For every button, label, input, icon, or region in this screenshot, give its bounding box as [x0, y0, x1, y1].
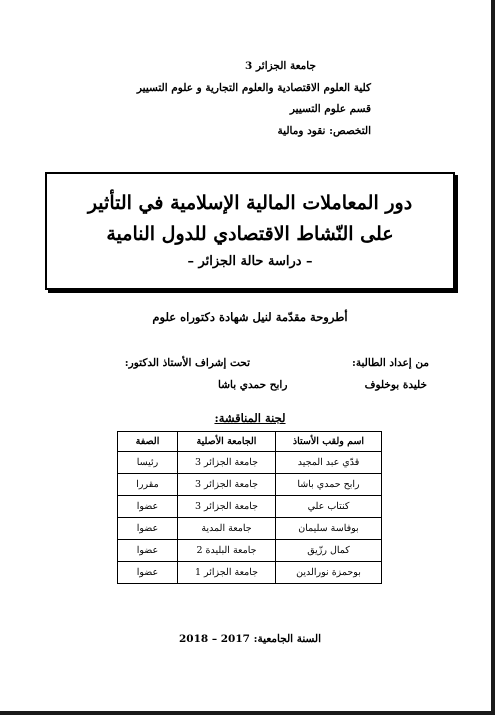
faculty-name: كلية العلوم الاقتصادية والعلوم التجارية و علوم التسيير [136, 81, 371, 94]
table-row [118, 562, 382, 584]
header-role: الصفة [118, 432, 178, 452]
member-university: جامعة المدية [177, 518, 275, 540]
student-name: خليدة بوخلوف [364, 379, 427, 391]
jury-table [117, 431, 382, 584]
university-name: جامعة الجزائر 3 [245, 60, 316, 72]
academic-year: السنة الجامعية: 2017 – 2018 [178, 633, 322, 645]
header-university: الجامعة الأصلية [177, 432, 275, 452]
table-row [118, 474, 382, 496]
institution-header [41, 56, 371, 142]
member-role: عضوا [118, 496, 178, 518]
title-line-3: – دراسة حالة الجزائر – [187, 254, 313, 269]
member-name: رابح حمدي باشا [275, 474, 381, 496]
supervisor-label: تحت إشراف الأستاذ الدكتور: [124, 357, 250, 369]
member-name: قدّي عبد المجيد [275, 452, 381, 474]
member-name: بوفاسة سليمان [275, 518, 381, 540]
student-label: من إعداد الطالبة: [351, 357, 429, 369]
table-row [118, 518, 382, 540]
jury-title: لجنة المناقشة: [214, 411, 286, 425]
member-name: كنتاب علي [275, 496, 381, 518]
member-name: كمال رزّيق [275, 540, 381, 562]
member-university: جامعة الجزائر 3 [177, 496, 275, 518]
specialization: التخصص: نقود ومالية [277, 124, 371, 137]
table-row [118, 452, 382, 474]
member-role: عضوا [118, 562, 178, 584]
member-university: جامعة الجزائر 1 [177, 562, 275, 584]
table-row [118, 496, 382, 518]
title-line-2: على النّشاط الاقتصادي للدول النامية [106, 223, 394, 245]
supervisor-name: رابح حمدي باشا [218, 379, 288, 391]
jury-header-row [118, 432, 382, 452]
member-role: رئيسا [118, 452, 178, 474]
member-university: جامعة الجزائر 3 [177, 452, 275, 474]
member-university: جامعة البليدة 2 [177, 540, 275, 562]
title-line-1: دور المعاملات المالية الإسلامية في التأثير [87, 192, 413, 214]
member-role: مقررا [118, 474, 178, 496]
member-name: بوحمزة نورالدين [275, 562, 381, 584]
header-name: اسم ولقب الأستاذ [275, 432, 381, 452]
thesis-note: أطروحة مقدّمة لنيل شهادة دكتوراه علوم [152, 310, 348, 324]
member-role: عضوا [118, 518, 178, 540]
member-university: جامعة الجزائر 3 [177, 474, 275, 496]
thesis-title-box [45, 172, 455, 290]
department-name: قسم علوم التسيير [289, 103, 371, 115]
member-role: عضوا [118, 540, 178, 562]
table-row [118, 540, 382, 562]
